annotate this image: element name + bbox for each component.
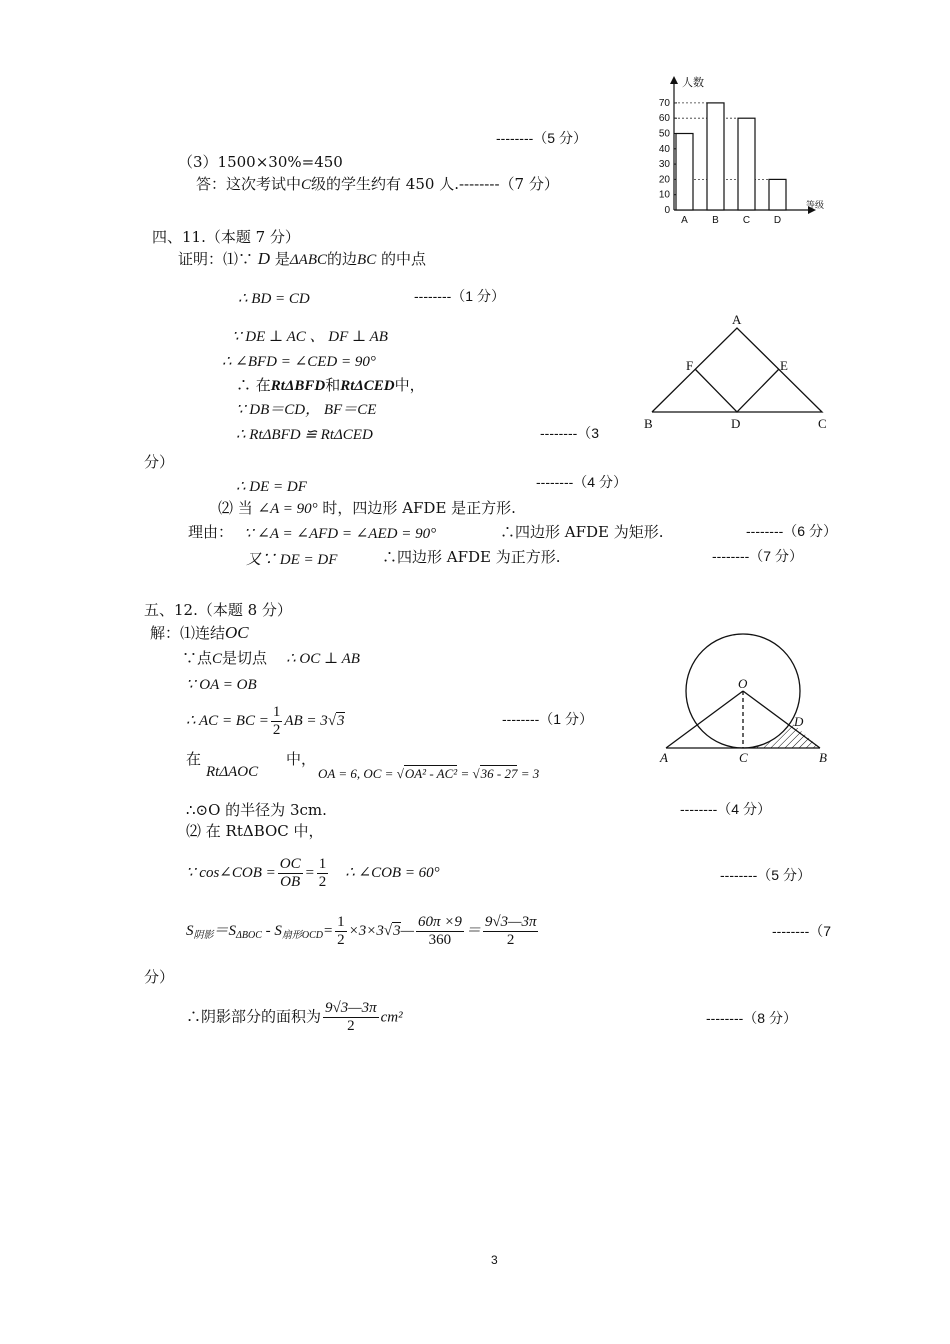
triangle-figure [640,310,840,436]
label-f: F [686,358,694,373]
y-tick-label: 10 [658,189,670,201]
q11-reason-2b: ∴四边形 AFDE 为正方形. [382,548,561,566]
line-oa [666,691,743,748]
segments-fd-de [695,369,779,412]
q12-line-1: 解：⑴连结OC [150,623,249,642]
q11-header: 四、11.（本题 7 分） [152,228,300,246]
circle-figure [652,626,837,768]
score-5: --------（5 分） [496,130,587,146]
q12-score-4: --------（4 分） [680,801,771,817]
answer-line: 答：这次考试中C级的学生约有 450 人.--------（7 分） [196,175,559,193]
q12-line-5-calc: OA = 6, OC = √OA² - AC² = √36 - 27 = 3 [318,766,540,781]
q11-line-congruent: ∴ RtΔBFD ≌ RtΔCED [236,427,373,443]
triangle-abc [652,328,822,412]
q11-line-perp: ∵ DE ⊥ AC 、 DF ⊥ AB [232,329,388,345]
y-tick-label: 40 [658,143,670,155]
q11-line-angles: ∴ ∠BFD = ∠CED = 90° [222,354,376,370]
x-axis-label: 等级 [806,201,825,211]
y-tick-label: 30 [658,159,670,171]
q12-score-8: --------（8 分） [706,1010,797,1026]
q11-reason-2: 又∵ DE = DF [246,552,338,568]
q12-part2: ⑵ 在 RtΔBOC 中， [186,822,324,840]
label-o: O [738,676,748,691]
label-b: B [644,416,653,431]
y-tick-label: 50 [658,128,670,140]
q11-score-4: --------（4 分） [536,474,627,490]
q12-line-3: ∵ OA = OB [186,677,257,693]
q12-score-5: --------（5 分） [720,867,811,883]
q12-line-6: ∴⊙O 的半径为 3cm. [186,801,327,819]
q11-line-equal-sides: ∵ DB＝CD， BF＝CE [236,402,377,418]
y-tick-label: 20 [658,174,670,186]
q12-score-7-tail: 分） [144,968,175,986]
q11-score-6: --------（6 分） [746,523,837,539]
q11-reason-1: ∵ ∠A = ∠AFD = ∠AED = 90° [244,526,437,542]
label-a: A [732,312,742,327]
bar-c [738,118,755,210]
q12-line-5-in: 中， [286,750,317,768]
q11-line-de-df: ∴ DE = DF [236,479,307,495]
q12-area-line: $S_{阴影}=S_{\Delta BOC} - S_{扇形OCD}=$ $\frac{1}{2}$ ×3×3√3— $\frac{60\pi \times 9}{360}$ ＝ $\frac{9√3—3\pi}{2}$ [186,914,537,948]
bar-b [707,103,724,210]
label-c: C [818,416,827,431]
q11-part2: ⑵ 当 ∠A = 90° 时，四边形 AFDE 是正方形. [218,499,516,517]
q11-score-3: --------（3 [540,425,600,441]
q12-line-5-tri: RtΔAOC [206,764,259,780]
calc-line-3: （3）1500×30%=450 [178,153,343,171]
x-tick-label: C [742,215,751,224]
q12-score-1: --------（1 分） [502,711,593,727]
label-b: B [819,750,827,765]
label-d: D [794,714,804,729]
x-tick-label: A [681,215,688,224]
q12-line-5: 在 [186,750,202,768]
q11-line-bd-cd: ∴ BD = CD [238,291,310,307]
shaded-region [743,722,820,748]
q12-final-line: ∴阴影部分的面积为 $\frac{9√3—3\pi}{2}$ cm² [186,1000,403,1034]
y-tick-label: 70 [658,97,670,109]
q11-proof-line: 证明：⑴∵ D 是ΔABC的边BC 的中点 [178,249,426,268]
y-axis-label: 人数 [682,76,704,89]
label-c: C [739,750,748,765]
label-d: D [731,416,741,431]
q11-line-in-triangles: ∴ 在RtΔBFD和RtΔCED中， [236,376,425,394]
q11-score-3-tail: 分） [144,453,175,471]
q11-score-1: --------（1 分） [414,288,505,304]
x-tick-label: D [773,215,782,224]
page-number: 3 [491,1253,498,1267]
q12-line-2: ∵点C是切点 ∴ OC ⊥ AB [182,649,360,667]
q12-cos-line: ∵ cos∠COB = $\frac{OC}{OB}$ = $\frac{1}{2}$ ∴ ∠COB = 60° [186,856,440,890]
bar-chart [636,72,836,224]
x-tick-label: B [712,215,719,224]
q11-reason-label: 理由： [188,523,234,541]
y-axis-arrow [670,76,678,84]
q12-line-4: ∴ AC = BC = $\frac{1}{2}$ AB = 3√3 [186,704,345,738]
label-e: E [780,358,788,373]
q12-score-7: --------（7 [772,923,832,939]
q12-header: 五、12.（本题 8 分） [144,601,292,619]
label-a: A [660,750,668,765]
q11-reason-1b: ∴四边形 AFDE 为矩形. [500,523,664,541]
y-tick-label: 60 [658,113,670,125]
bar-d [769,179,786,210]
y-tick-label: 0 [664,205,670,216]
bar-a [676,134,693,211]
q11-score-7: --------（7 分） [712,548,803,564]
